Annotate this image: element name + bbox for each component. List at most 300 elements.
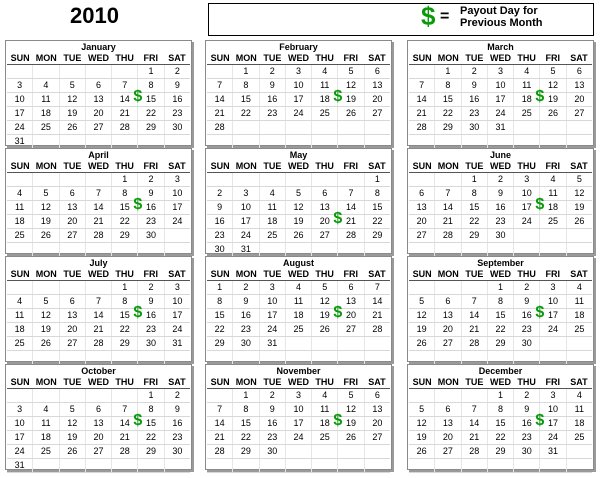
day-cell: 12 bbox=[574, 188, 585, 198]
day-cell bbox=[409, 459, 435, 472]
week-row bbox=[409, 403, 592, 417]
week-row bbox=[207, 323, 390, 337]
day-cell: 23 bbox=[514, 431, 540, 444]
weekday-label: THU bbox=[517, 53, 536, 63]
day-cell: 14 bbox=[207, 93, 233, 106]
day-cell: 31 bbox=[260, 337, 286, 350]
day-cell: 24 bbox=[286, 431, 312, 444]
day-cell: 12 bbox=[338, 79, 364, 92]
day-cell bbox=[338, 243, 364, 256]
payout-dollar-icon: $ bbox=[535, 304, 545, 321]
day-cell: 2 bbox=[260, 65, 286, 78]
day-cell: 24 bbox=[233, 229, 259, 242]
day-cell bbox=[286, 459, 312, 472]
month-name: March bbox=[487, 42, 514, 52]
week-row bbox=[409, 431, 592, 445]
week-rows bbox=[207, 173, 390, 257]
day-cell: 5 bbox=[33, 187, 59, 200]
day-cell: 9 bbox=[233, 295, 259, 308]
day-cell: 28 bbox=[462, 445, 488, 458]
day-cell: 17 bbox=[233, 215, 259, 228]
day-cell: 21 $ bbox=[338, 215, 364, 228]
day-cell: 19 bbox=[33, 323, 59, 336]
day-cell: 25 bbox=[7, 337, 33, 350]
day-cell bbox=[60, 65, 86, 78]
day-cell: 4 bbox=[540, 173, 566, 186]
day-cell: 13 bbox=[372, 404, 383, 414]
day-cell: 19 $ bbox=[338, 417, 364, 430]
week-row bbox=[7, 229, 190, 243]
week-row bbox=[207, 445, 390, 459]
week-row bbox=[207, 135, 390, 149]
month-name: June bbox=[489, 150, 511, 160]
day-cell: 27 bbox=[86, 445, 112, 458]
day-cell: 24 bbox=[260, 323, 286, 336]
weekday-label: MON bbox=[35, 161, 57, 171]
day-cell bbox=[540, 121, 566, 134]
week-row bbox=[409, 88, 592, 107]
day-cell: 14 bbox=[435, 201, 461, 214]
day-cell: 3 bbox=[7, 403, 33, 416]
weekday-header bbox=[7, 52, 190, 65]
day-cell bbox=[409, 351, 435, 364]
day-cell: 8 bbox=[112, 187, 138, 200]
day-cell: 1 bbox=[207, 281, 233, 294]
day-cell: 11 bbox=[260, 201, 286, 214]
day-cell bbox=[312, 135, 338, 148]
day-cell: 12 bbox=[409, 309, 435, 322]
week-rows bbox=[207, 281, 390, 365]
day-cell: 30 bbox=[207, 243, 233, 256]
day-cell: 19 bbox=[60, 431, 86, 444]
day-cell: 10 bbox=[7, 93, 33, 106]
day-cell bbox=[233, 173, 259, 186]
day-cell: 6 bbox=[435, 403, 461, 416]
week-row bbox=[409, 445, 592, 459]
day-cell: 12 bbox=[286, 201, 312, 214]
weekday-label: WED bbox=[489, 377, 511, 387]
weekday-label: MON bbox=[235, 269, 257, 279]
day-cell: 18 bbox=[574, 418, 585, 428]
day-cell: 18 bbox=[260, 215, 286, 228]
day-cell bbox=[514, 135, 540, 148]
day-cell: 13 bbox=[372, 80, 383, 90]
day-cell: 30 bbox=[462, 121, 488, 134]
day-cell bbox=[165, 229, 190, 242]
day-cell: 26 bbox=[574, 216, 585, 226]
month-name: November bbox=[276, 366, 321, 376]
day-cell: 18 bbox=[7, 215, 33, 228]
legend-line-1: Payout Day for bbox=[460, 5, 538, 17]
day-cell: 25 bbox=[260, 229, 286, 242]
weekday-label: SAT bbox=[368, 53, 386, 63]
month-may bbox=[205, 148, 392, 254]
week-row bbox=[207, 351, 390, 365]
day-cell: 31 bbox=[7, 135, 33, 148]
day-cell: 4 bbox=[286, 281, 312, 294]
day-cell bbox=[7, 65, 33, 78]
day-cell: 1 bbox=[112, 173, 138, 186]
week-row bbox=[409, 295, 592, 309]
weekday-label: THU bbox=[115, 161, 134, 171]
day-cell: 5 bbox=[33, 295, 59, 308]
day-cell: 15 bbox=[488, 309, 514, 322]
month-november bbox=[205, 364, 392, 470]
week-row bbox=[409, 243, 592, 257]
week-row bbox=[409, 304, 592, 323]
weekday-label: WED bbox=[489, 53, 511, 63]
month-name: July bbox=[89, 258, 108, 268]
weekday-header bbox=[207, 268, 390, 281]
week-row bbox=[409, 173, 592, 187]
day-cell: 2 bbox=[233, 281, 259, 294]
day-cell: 27 bbox=[372, 108, 383, 118]
week-rows bbox=[7, 281, 190, 365]
weekday-header bbox=[207, 160, 390, 173]
week-row bbox=[7, 79, 190, 93]
day-cell bbox=[286, 173, 312, 186]
day-cell: 28 bbox=[435, 229, 461, 242]
day-cell: 30 bbox=[172, 446, 183, 456]
day-cell: 1 bbox=[488, 281, 514, 294]
day-cell: 18 bbox=[7, 323, 33, 336]
week-row bbox=[409, 215, 592, 229]
week-rows bbox=[409, 389, 592, 473]
day-cell: 6 bbox=[374, 390, 380, 400]
day-cell: 12 bbox=[33, 201, 59, 214]
day-cell: 22 bbox=[233, 107, 259, 120]
day-cell bbox=[338, 135, 364, 148]
day-cell bbox=[138, 351, 164, 364]
day-cell: 14 bbox=[86, 201, 112, 214]
day-cell: 25 bbox=[574, 432, 585, 442]
day-cell: 15 bbox=[372, 202, 383, 212]
day-cell bbox=[365, 135, 390, 148]
weekday-label: WED bbox=[287, 161, 309, 171]
day-cell bbox=[365, 445, 390, 458]
day-cell bbox=[514, 243, 540, 256]
week-row bbox=[207, 65, 390, 79]
day-cell: 21 bbox=[462, 323, 488, 336]
day-cell: 22 bbox=[488, 431, 514, 444]
day-cell bbox=[338, 351, 364, 364]
day-cell: 14 bbox=[338, 201, 364, 214]
day-cell: 9 bbox=[514, 403, 540, 416]
weekday-label: SUN bbox=[412, 53, 432, 63]
day-cell: 30 bbox=[260, 445, 286, 458]
day-cell: 21 bbox=[207, 431, 233, 444]
day-cell bbox=[462, 389, 488, 402]
day-cell: 12 bbox=[409, 417, 435, 430]
week-row bbox=[207, 243, 390, 257]
day-cell: 5 bbox=[338, 65, 364, 78]
day-cell: 13 bbox=[435, 417, 461, 430]
weekday-label: MON bbox=[437, 161, 459, 171]
day-cell bbox=[567, 243, 592, 256]
day-cell bbox=[86, 243, 112, 256]
day-cell bbox=[33, 459, 59, 472]
day-cell bbox=[567, 135, 592, 148]
day-cell: 28 bbox=[86, 229, 112, 242]
day-cell bbox=[33, 135, 59, 148]
day-cell bbox=[338, 121, 364, 134]
week-row bbox=[7, 65, 190, 79]
day-cell: 19 bbox=[574, 202, 585, 212]
week-row bbox=[409, 337, 592, 351]
weekday-label: MON bbox=[235, 377, 257, 387]
weekday-label: TUE bbox=[263, 53, 282, 63]
day-cell bbox=[207, 173, 233, 186]
weekday-label: SUN bbox=[412, 269, 432, 279]
payout-dollar-icon: $ bbox=[535, 412, 545, 429]
day-cell: 8 bbox=[138, 79, 164, 92]
day-cell: 11 bbox=[286, 295, 312, 308]
weekday-label: MON bbox=[35, 377, 57, 387]
weekday-label: THU bbox=[315, 377, 334, 387]
day-cell: 3 bbox=[174, 282, 180, 292]
week-row bbox=[207, 79, 390, 93]
day-cell bbox=[409, 173, 435, 186]
week-row bbox=[409, 229, 592, 243]
day-cell: 29 bbox=[233, 445, 259, 458]
day-cell bbox=[365, 351, 390, 364]
week-row bbox=[207, 412, 390, 431]
weekday-label: WED bbox=[489, 161, 511, 171]
day-cell: 29 bbox=[138, 121, 164, 134]
day-cell: 15 bbox=[112, 309, 138, 322]
weekday-label: FRI bbox=[545, 269, 561, 279]
legend-text bbox=[460, 5, 543, 29]
week-row bbox=[409, 135, 592, 149]
day-cell bbox=[312, 243, 338, 256]
month-december bbox=[407, 364, 594, 470]
day-cell bbox=[112, 459, 138, 472]
day-cell: 19 bbox=[60, 107, 86, 120]
day-cell bbox=[207, 459, 233, 472]
day-cell bbox=[462, 459, 488, 472]
week-row bbox=[207, 107, 390, 121]
day-cell: 26 bbox=[338, 431, 364, 444]
day-cell bbox=[112, 351, 138, 364]
day-cell: 25 bbox=[574, 324, 585, 334]
day-cell: 30 bbox=[138, 337, 164, 350]
day-cell: 24 bbox=[488, 107, 514, 120]
day-cell: 13 bbox=[574, 80, 585, 90]
day-cell: 15 bbox=[462, 201, 488, 214]
weekday-label: TUE bbox=[263, 161, 282, 171]
week-row bbox=[409, 79, 592, 93]
day-cell: 17 bbox=[286, 417, 312, 430]
day-cell: 10 bbox=[7, 417, 33, 430]
day-cell bbox=[567, 229, 592, 242]
day-cell bbox=[435, 351, 461, 364]
weekday-header bbox=[409, 376, 592, 389]
week-row bbox=[409, 389, 592, 403]
day-cell bbox=[33, 243, 59, 256]
day-cell: 5 bbox=[286, 187, 312, 200]
day-cell: 4 bbox=[514, 65, 540, 78]
day-cell: 4 bbox=[33, 79, 59, 92]
week-row bbox=[7, 323, 190, 337]
day-cell bbox=[365, 243, 390, 256]
month-september bbox=[407, 256, 594, 362]
weekday-label: THU bbox=[517, 161, 536, 171]
day-cell: 25 bbox=[540, 215, 566, 228]
day-cell: 19 bbox=[409, 323, 435, 336]
day-cell: 22 bbox=[112, 323, 138, 336]
day-cell bbox=[312, 459, 338, 472]
day-cell: 27 bbox=[435, 337, 461, 350]
day-cell: 23 bbox=[172, 108, 183, 118]
day-cell: 15 bbox=[233, 93, 259, 106]
day-cell: 23 bbox=[514, 323, 540, 336]
day-cell: 12 bbox=[33, 309, 59, 322]
day-cell: 29 bbox=[138, 445, 164, 458]
day-cell: 7 bbox=[112, 79, 138, 92]
day-cell: 28 bbox=[372, 324, 383, 334]
day-cell bbox=[207, 351, 233, 364]
day-cell: 9 bbox=[138, 187, 164, 200]
week-row bbox=[7, 243, 190, 257]
day-cell: 24 bbox=[540, 431, 566, 444]
day-cell: 29 bbox=[112, 337, 138, 350]
week-rows bbox=[207, 65, 390, 149]
day-cell: 23 bbox=[207, 229, 233, 242]
day-cell: 16 bbox=[172, 418, 183, 428]
day-cell: 19 bbox=[286, 215, 312, 228]
day-cell: 19 $ bbox=[338, 93, 364, 106]
week-row bbox=[7, 187, 190, 201]
weekday-label: SUN bbox=[10, 53, 30, 63]
weekday-header bbox=[409, 52, 592, 65]
day-cell: 17 bbox=[172, 310, 183, 320]
day-cell: 21 bbox=[86, 215, 112, 228]
day-cell: 27 bbox=[574, 108, 585, 118]
week-row bbox=[409, 107, 592, 121]
day-cell bbox=[233, 459, 259, 472]
day-cell bbox=[7, 281, 33, 294]
day-cell: 14 bbox=[372, 296, 383, 306]
day-cell: 6 bbox=[60, 295, 86, 308]
day-cell: 15 $ bbox=[138, 93, 164, 106]
week-row bbox=[207, 210, 390, 229]
payout-dollar-icon: $ bbox=[133, 88, 143, 105]
weekday-label: SAT bbox=[570, 53, 588, 63]
day-cell: 21 bbox=[409, 107, 435, 120]
week-row bbox=[409, 281, 592, 295]
day-cell: 9 bbox=[174, 404, 180, 414]
day-cell: 20 $ bbox=[338, 309, 364, 322]
day-cell bbox=[567, 351, 592, 364]
dollar-icon: $ bbox=[421, 1, 436, 31]
day-cell: 5 bbox=[338, 389, 364, 402]
day-cell: 12 bbox=[60, 417, 86, 430]
day-cell bbox=[514, 351, 540, 364]
weekday-label: SUN bbox=[412, 161, 432, 171]
day-cell bbox=[207, 135, 233, 148]
weekday-header bbox=[7, 268, 190, 281]
day-cell: 1 bbox=[435, 65, 461, 78]
day-cell: 13 bbox=[60, 309, 86, 322]
day-cell: 29 bbox=[462, 229, 488, 242]
day-cell: 11 bbox=[574, 404, 584, 414]
day-cell bbox=[33, 389, 59, 402]
month-name: December bbox=[478, 366, 523, 376]
day-cell: 28 bbox=[112, 121, 138, 134]
day-cell: 26 bbox=[33, 229, 59, 242]
day-cell bbox=[312, 121, 338, 134]
month-august bbox=[205, 256, 392, 362]
day-cell: 18 bbox=[312, 417, 338, 430]
day-cell: 18 bbox=[514, 93, 540, 106]
weekday-label: THU bbox=[115, 53, 134, 63]
week-row bbox=[7, 196, 190, 215]
day-cell: 26 bbox=[409, 445, 435, 458]
week-row bbox=[7, 403, 190, 417]
day-cell: 21 bbox=[372, 310, 383, 320]
day-cell: 24 bbox=[7, 121, 33, 134]
day-cell: 25 bbox=[514, 107, 540, 120]
day-cell: 18 $ bbox=[540, 201, 566, 214]
day-cell bbox=[233, 351, 259, 364]
day-cell: 20 bbox=[435, 431, 461, 444]
week-row bbox=[207, 389, 390, 403]
weekday-header bbox=[409, 160, 592, 173]
weekday-label: THU bbox=[315, 161, 334, 171]
week-rows bbox=[7, 65, 190, 149]
week-rows bbox=[7, 389, 190, 473]
day-cell: 3 bbox=[540, 389, 566, 402]
day-cell: 20 bbox=[312, 215, 338, 228]
day-cell bbox=[312, 445, 338, 458]
day-cell: 3 bbox=[540, 281, 566, 294]
week-row bbox=[207, 304, 390, 323]
payout-dollar-icon: $ bbox=[333, 210, 343, 227]
day-cell bbox=[312, 351, 338, 364]
weekday-label: TUE bbox=[63, 269, 82, 279]
day-cell: 26 bbox=[338, 107, 364, 120]
day-cell bbox=[514, 229, 540, 242]
day-cell bbox=[233, 135, 259, 148]
weekday-label: THU bbox=[315, 53, 334, 63]
day-cell: 20 bbox=[574, 94, 585, 104]
day-cell: 20 bbox=[435, 323, 461, 336]
day-cell: 5 bbox=[60, 79, 86, 92]
weekday-label: SAT bbox=[368, 377, 386, 387]
weekday-label: FRI bbox=[545, 377, 561, 387]
day-cell bbox=[33, 65, 59, 78]
day-cell: 31 bbox=[540, 445, 566, 458]
day-cell: 3 bbox=[174, 174, 180, 184]
day-cell: 7 bbox=[86, 295, 112, 308]
weekday-label: SUN bbox=[210, 269, 230, 279]
day-cell: 12 bbox=[338, 403, 364, 416]
day-cell bbox=[488, 459, 514, 472]
day-cell: 29 bbox=[488, 445, 514, 458]
day-cell: 15 $ bbox=[138, 417, 164, 430]
day-cell: 12 bbox=[60, 93, 86, 106]
weekday-label: THU bbox=[517, 377, 536, 387]
day-cell: 26 bbox=[409, 337, 435, 350]
day-cell: 24 bbox=[172, 324, 183, 334]
day-cell: 9 bbox=[138, 295, 164, 308]
day-cell: 31 bbox=[488, 121, 514, 134]
day-cell: 9 bbox=[174, 80, 180, 90]
day-cell: 26 bbox=[286, 229, 312, 242]
day-cell bbox=[462, 135, 488, 148]
day-cell bbox=[338, 459, 364, 472]
day-cell: 5 bbox=[312, 281, 338, 294]
